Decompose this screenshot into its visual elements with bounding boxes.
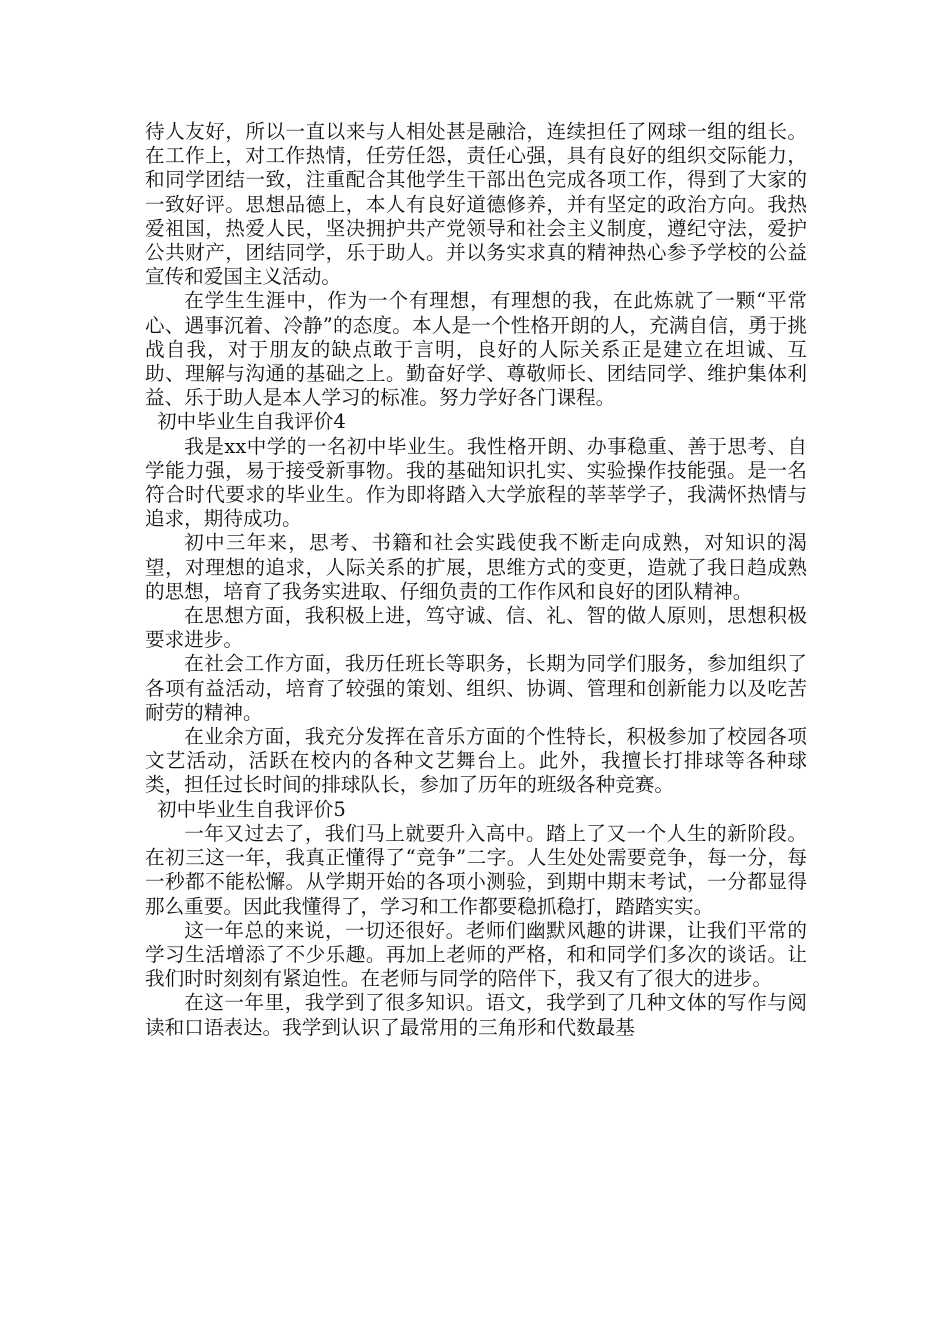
paragraph-social-work: 在社会工作方面，我历任班长等职务，长期为同学们服务，参加组织了各项有益活动，培育了较强的策划、组织、协调、管理和创新能力以及吃苦耐劳的精神。: [145, 652, 807, 724]
paragraph-hobbies: 在业余方面，我充分发挥在音乐方面的个性特长，积极参加了校园各项文艺活动，活跃在校内的各种文艺舞台上。此外，我擅长打排球等各种球类，担任过长时间的排球队长，参加了历年的班级各种竞赛。: [145, 725, 807, 797]
paragraph-student-career: 在学生生涯中，作为一个有理想，有理想的我，在此炼就了一颗“平常心、遇事沉着、冷静”的态度。本人是一个性格开朗的人，充满自信，勇于挑战自我，对于朋友的缺点敢于言明，良好的人际关系正是建立在坦诚、互助、理解与沟通的基础之上。勤奋好学、尊敬师长、团结同学、维护集体利益、乐于助人是本人学习的标准。努力学好各门课程。: [145, 289, 807, 410]
paragraph-three-years: 初中三年来，思考、书籍和社会实践使我不断走向成熟，对知识的渴望，对理想的追求，人际关系的扩展，思维方式的变更，造就了我日趋成熟的思想，培育了我务实进取、仔细负责的工作作风和良好的团队精神。: [145, 531, 807, 603]
paragraph-knowledge: 在这一年里，我学到了很多知识。语文，我学到了几种文体的写作与阅读和口语表达。我学到认识了最常用的三角形和代数最基: [145, 991, 807, 1039]
section-heading-4: 初中毕业生自我评价4: [157, 410, 346, 434]
paragraph-introduction: 我是xx中学的一名初中毕业生。我性格开朗、办事稳重、善于思考、自学能力强，易于接受新事物。我的基础知识扎实、实验操作技能强。是一名符合时代要求的毕业生。作为即将踏入大学旅程的莘莘学子，我满怀热情与追求，期待成功。: [145, 434, 807, 531]
paragraph-continuation: 待人友好，所以一直以来与人相处甚是融洽，连续担任了网球一组的组长。在工作上，对工作热情，任劳任怨，责任心强，具有良好的组织交际能力，和同学团结一致，注重配合其他学生干部出色完成各项工作，得到了大家的一致好评。思想品德上，本人有良好道德修养，并有坚定的政治方向。我热爱祖国，热爱人民，坚决拥护共产党领导和社会主义制度，遵纪守法，爱护公共财产，团结同学，乐于助人。并以务实求真的精神热心参予学校的公益宣传和爱国主义活动。: [145, 120, 807, 289]
paragraph-ideology: 在思想方面，我积极上进，笃守诚、信、礼、智的做人原则，思想积极要求进步。: [145, 604, 807, 652]
document-page: [145, 120, 807, 1040]
section-heading-5: 初中毕业生自我评价5: [157, 797, 346, 821]
paragraph-new-year: 一年又过去了，我们马上就要升入高中。踏上了又一个人生的新阶段。在初三这一年，我真正懂得了“竞争”二字。人生处处需要竞争，每一分，每一秒都不能松懈。从学期开始的各项小测验，到期中期末考试，一分都显得那么重要。因此我懂得了，学习和工作都要稳抓稳打，踏踏实实。: [145, 821, 807, 918]
paragraph-summary: 这一年总的来说，一切还很好。老师们幽默风趣的讲课，让我们平常的学习生活增添了不少乐趣。再加上老师的严格，和和同学们多次的谈话。让我们时时刻刻有紧迫性。在老师与同学的陪伴下，我又有了很大的进步。: [145, 918, 807, 991]
